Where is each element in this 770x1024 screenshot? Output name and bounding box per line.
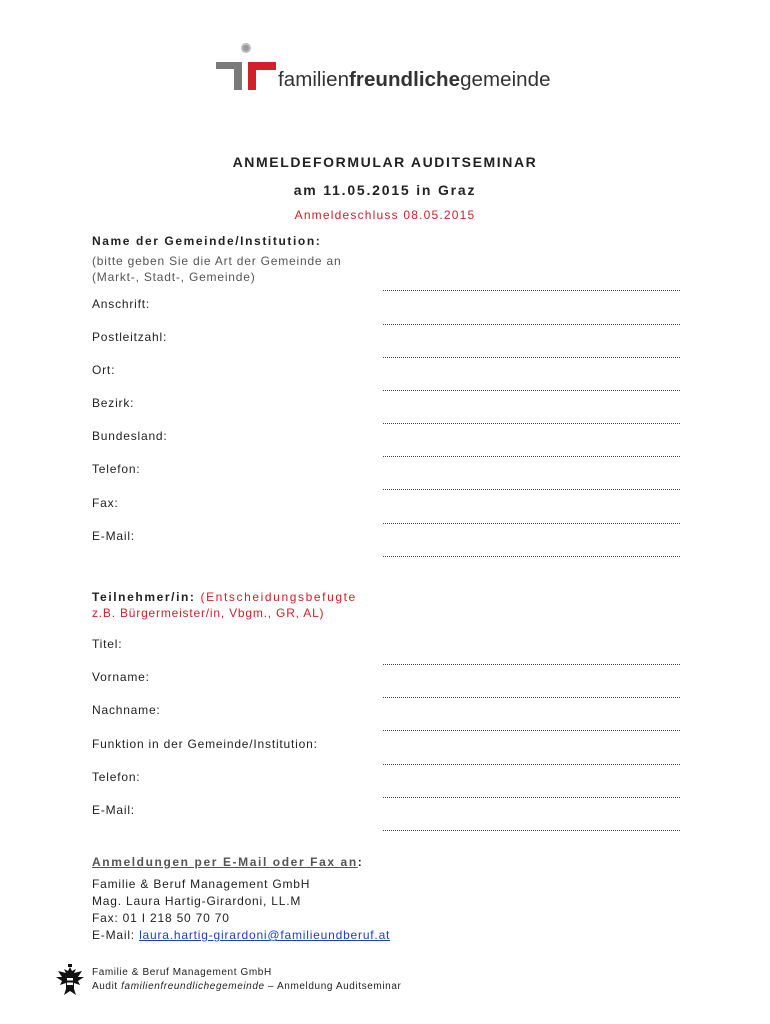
gemeinde-hint-line1: (bitte geben Sie die Art der Gemeinde an [92,254,342,268]
contact-email-link[interactable]: laura.hartig-girardoni@familieundberuf.at [139,928,391,942]
bundesland-input-line[interactable] [383,456,680,457]
label-email: E-Mail: [92,529,135,543]
anschrift-input-line[interactable] [383,324,680,325]
label-fax: Fax: [92,496,119,510]
teilnehmer-note-line2: z.B. Bürgermeister/in, Vbgm., GR, AL) [92,606,325,620]
anmeldung-heading-colon: : [357,855,364,869]
label-ort: Ort: [92,363,116,377]
footer-audit-line [92,980,401,994]
anmeldung-heading-label: Anmeldungen per E-Mail oder Fax an [92,855,358,869]
contact-email-row [92,927,390,944]
label-postleitzahl: Postleitzahl: [92,330,168,344]
label-bundesland: Bundesland: [92,429,168,443]
label-nachname: Nachname: [92,703,161,717]
logo-text-light: familien [278,68,350,91]
form-subtitle: am 11.05.2015 in Graz [293,182,477,198]
vorname-input-line[interactable] [383,697,680,698]
registration-deadline: Anmeldeschluss 08.05.2015 [294,208,476,222]
label-teilnehmer-email: E-Mail: [92,803,135,817]
logo-text-bold: freundliche [349,68,461,91]
anmeldung-heading [92,855,363,869]
teilnehmer-heading-label: Teilnehmer/in: [92,590,196,604]
titel-input-line[interactable] [383,664,680,665]
footer-audit-suffix: – Anmeldung Auditseminar [264,981,402,992]
nachname-input-line[interactable] [383,730,680,731]
form-title: ANMELDEFORMULAR AUDITSEMINAR [232,154,538,170]
email-input-line[interactable] [383,556,680,557]
label-titel: Titel: [92,637,123,651]
telefon-input-line[interactable] [383,489,680,490]
teilnehmer-telefon-input-line[interactable] [383,797,680,798]
footer-audit-italic: familienfreundlichegemeinde [121,981,265,992]
fax-input-line[interactable] [383,523,680,524]
austrian-eagle-icon [54,963,86,999]
label-anschrift: Anschrift: [92,297,151,311]
gemeinde-hint-line2: (Markt-, Stadt-, Gemeinde) [92,270,256,284]
teilnehmer-email-input-line[interactable] [383,830,680,831]
label-bezirk: Bezirk: [92,396,135,410]
label-telefon: Telefon: [92,462,141,476]
bezirk-input-line[interactable] [383,423,680,424]
postleitzahl-input-line[interactable] [383,357,680,358]
contact-company: Familie & Beruf Management GmbH [92,877,311,891]
label-funktion: Funktion in der Gemeinde/Institution: [92,737,318,751]
footer-company: Familie & Beruf Management GmbH [92,967,272,978]
gemeinde-heading: Name der Gemeinde/Institution: [92,234,322,248]
teilnehmer-heading [92,590,357,604]
funktion-input-line[interactable] [383,764,680,765]
contact-email-label: E-Mail: [92,928,140,942]
label-teilnehmer-telefon: Telefon: [92,770,141,784]
label-vorname: Vorname: [92,670,150,684]
logo-wordmark [278,68,551,92]
contact-fax: Fax: 01 I 218 50 70 70 [92,911,230,925]
footer-audit-prefix: Audit [92,981,122,992]
ort-input-line[interactable] [383,390,680,391]
gemeinde-name-input-line[interactable] [383,290,680,291]
teilnehmer-heading-note: (Entscheidungsbefugte [200,590,357,604]
contact-person: Mag. Laura Hartig-Girardoni, LL.M [92,894,302,908]
logo-text-end: gemeinde [460,68,551,91]
